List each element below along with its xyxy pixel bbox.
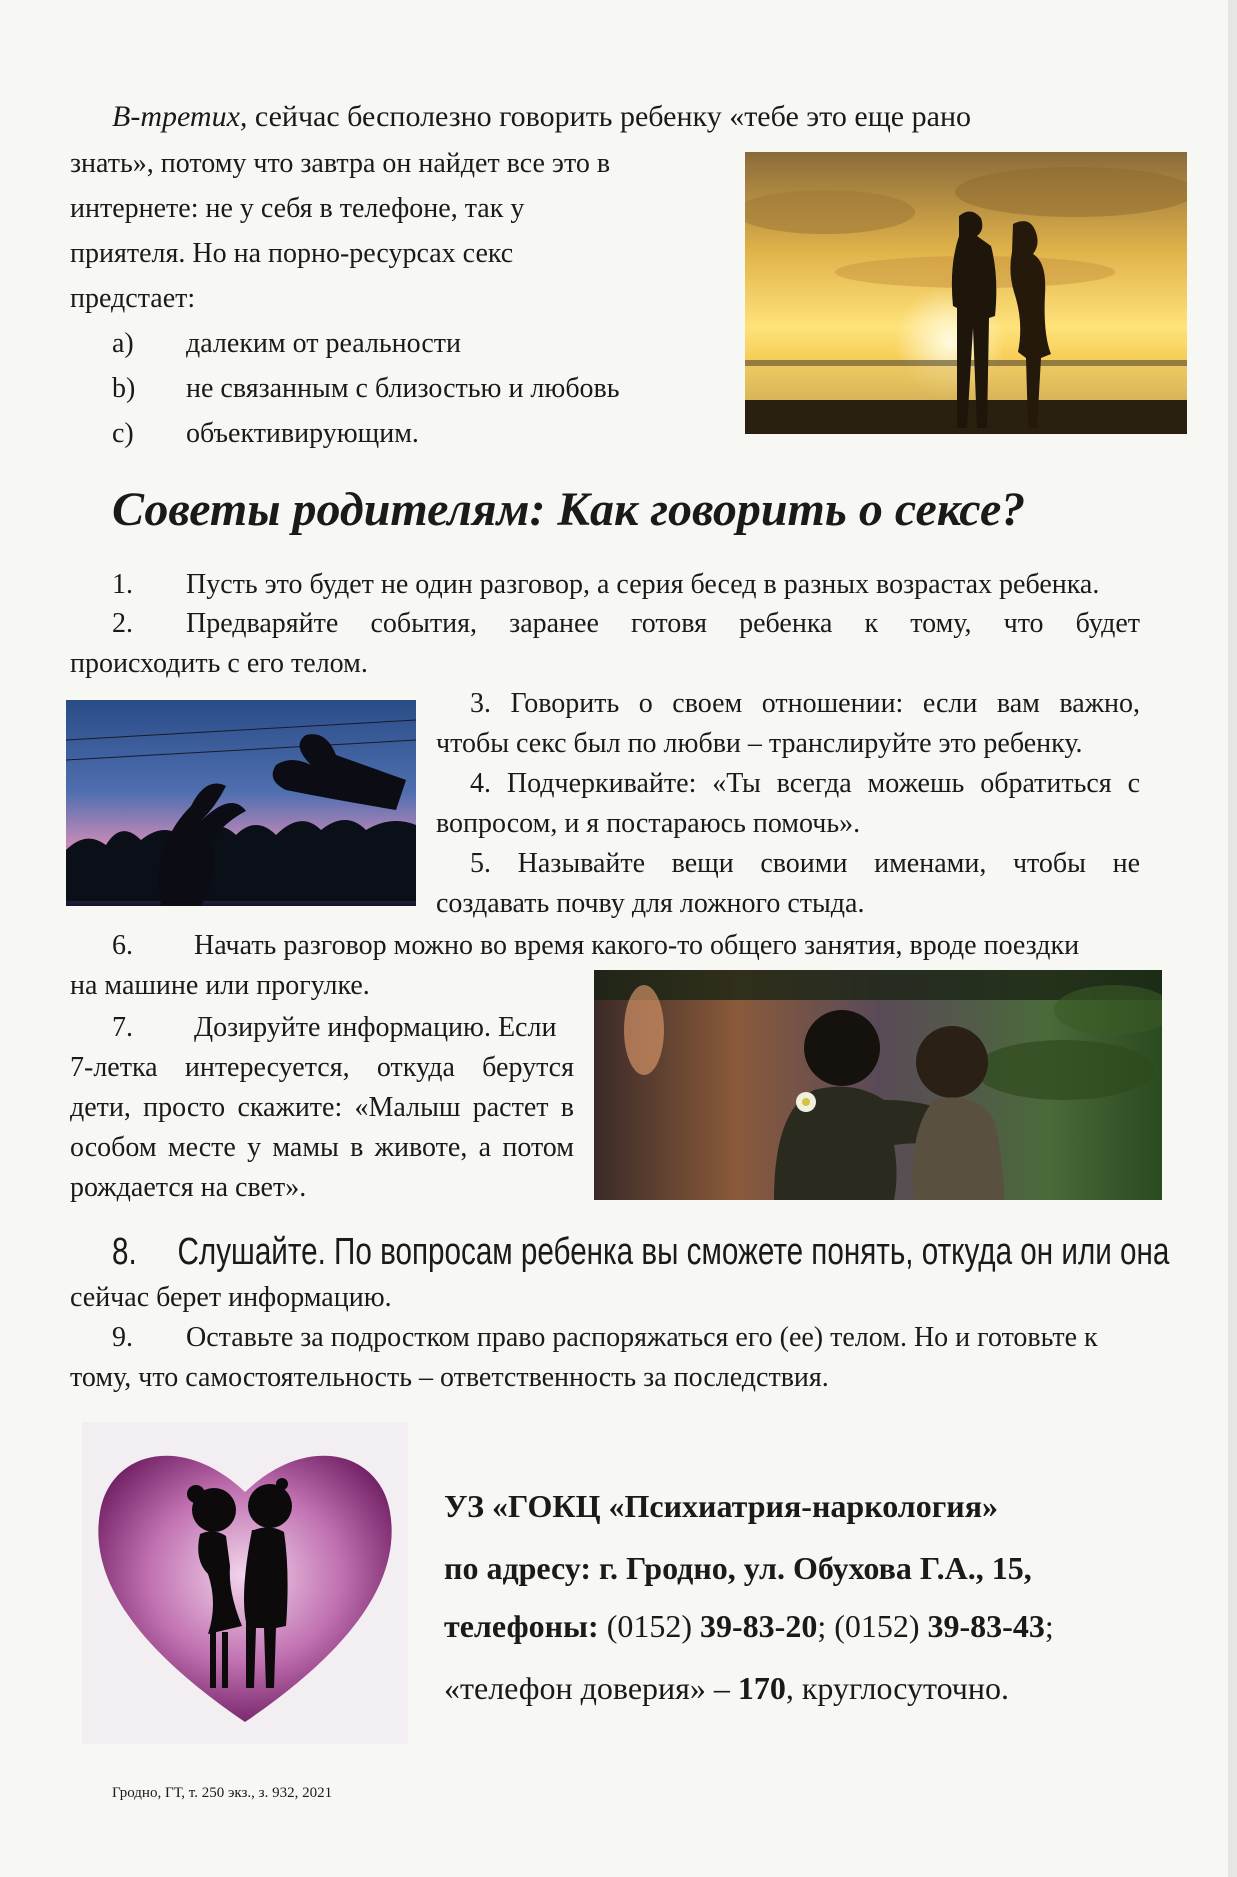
sunset-couple-photo xyxy=(745,152,1187,434)
hotline xyxy=(444,1666,1009,1710)
tip-7-line-4: особом месте у мамы в животе, а потом xyxy=(70,1132,574,1163)
tip-2 xyxy=(112,604,186,644)
phones xyxy=(444,1604,1054,1648)
list-marker: c) xyxy=(112,418,134,449)
tip-text: Дозируйте информацию. Если xyxy=(194,1012,557,1043)
intro-line-2: знать», потому что завтра он найдет все это в xyxy=(70,148,611,179)
tip-7-line-5: рождается на свет». xyxy=(70,1172,307,1203)
list-text: далеким от реальности xyxy=(186,328,462,359)
intro-line-4: приятеля. Но на порно-ресурсах секс xyxy=(70,238,514,269)
list-text: не связанным с близостью и любовь xyxy=(186,373,620,404)
phone-1: 39-83-20 xyxy=(700,1608,818,1644)
phones-label: телефоны: xyxy=(444,1608,599,1644)
tip-2-line-1: Предваряйте события, заранее готовя ребенка к тому, что будет xyxy=(186,608,1140,639)
tip-number: 7. xyxy=(112,1012,133,1043)
list-item-b xyxy=(112,369,620,409)
tip-3-line-1: 3. Говорить о своем отношении: если вам важно, xyxy=(470,688,1140,719)
phone-code: (0152) xyxy=(598,1608,700,1644)
hotline-label: «телефон доверия» – xyxy=(444,1670,738,1706)
intro-line-1-rest: сейчас бесполезно говорить ребенку «тебе это еще рано xyxy=(247,100,971,133)
intro-line-5: предстает: xyxy=(70,283,196,314)
tip-number: 8. xyxy=(112,1231,137,1273)
tip-number: 6. xyxy=(112,930,133,961)
tip-6-line-2: на машине или прогулке. xyxy=(70,970,370,1001)
print-info: Гродно, ГТ, т. 250 экз., з. 932, 2021 xyxy=(112,1785,333,1801)
intro-line-3: интернете: не у себя в телефоне, так у xyxy=(70,193,525,224)
list-marker: b) xyxy=(112,373,136,404)
tip-9 xyxy=(112,1318,1098,1358)
tip-8 xyxy=(112,1228,1169,1276)
phone-2: 39-83-43 xyxy=(927,1608,1045,1644)
tip-7 xyxy=(112,1008,556,1048)
list-item-a xyxy=(112,324,461,364)
tip-9-line-2: тому, что самостоятельность – ответственность за последствия. xyxy=(70,1362,829,1393)
hotline-number: 170 xyxy=(737,1670,786,1706)
heart-hands-photo xyxy=(66,700,416,906)
tip-text: Начать разговор можно во время какого-то общего занятия, вроде поездки xyxy=(194,930,1080,961)
list-item-c xyxy=(112,414,419,454)
address: по адресу: г. Гродно, ул. Обухова Г.А., 15, xyxy=(444,1550,1032,1586)
section-heading: Советы родителям: Как говорить о сексе? xyxy=(112,483,1026,536)
tip-6 xyxy=(112,926,1079,966)
tip-1 xyxy=(112,565,1099,605)
children-lake-photo xyxy=(594,970,1162,1200)
phones-end: ; xyxy=(1044,1608,1054,1644)
scan-edge xyxy=(1228,0,1237,1877)
tip-text: Слушайте. По вопросам ребенка вы сможете понять, откуда он или она xyxy=(177,1231,1170,1273)
intro-lead: В-третих, xyxy=(112,100,248,133)
tip-5-line-1: 5. Называйте вещи своими именами, чтобы не xyxy=(470,848,1140,879)
list-text: объективирующим. xyxy=(186,418,419,449)
tip-4-line-2: вопросом, и я постараюсь помочь». xyxy=(436,808,861,839)
tip-number: 2. xyxy=(112,608,133,639)
tip-number: 1. xyxy=(112,569,133,600)
tip-text: Оставьте за подростком право распоряжаться его (ее) телом. Но и готовьте к xyxy=(186,1322,1098,1353)
tip-5-line-2: создавать почву для ложного стыда. xyxy=(436,888,865,919)
tip-3-line-2: чтобы секс был по любви – транслируйте это ребенку. xyxy=(436,728,1083,759)
hotline-hours: , круглосуточно. xyxy=(785,1670,1009,1706)
tip-2-line-2: происходить с его телом. xyxy=(70,648,368,679)
phone-separator: ; (0152) xyxy=(817,1608,928,1644)
tip-7-line-2: 7-летка интересуется, откуда берутся xyxy=(70,1052,574,1083)
intro-line-1 xyxy=(112,97,971,137)
tip-7-line-3: дети, просто скажите: «Малыш растет в xyxy=(70,1092,574,1123)
tip-8-line-2: сейчас берет информацию. xyxy=(70,1282,392,1313)
list-marker: a) xyxy=(112,328,134,359)
tip-text: Пусть это будет не один разговор, а серия бесед в разных возрастах ребенка. xyxy=(186,569,1100,600)
tip-number: 9. xyxy=(112,1322,133,1353)
tip-4-line-1: 4. Подчеркивайте: «Ты всегда можешь обратиться с xyxy=(470,768,1140,799)
org-name: УЗ «ГОКЦ «Психиатрия-наркология» xyxy=(444,1488,999,1524)
heart-kiss-illustration xyxy=(82,1422,408,1744)
